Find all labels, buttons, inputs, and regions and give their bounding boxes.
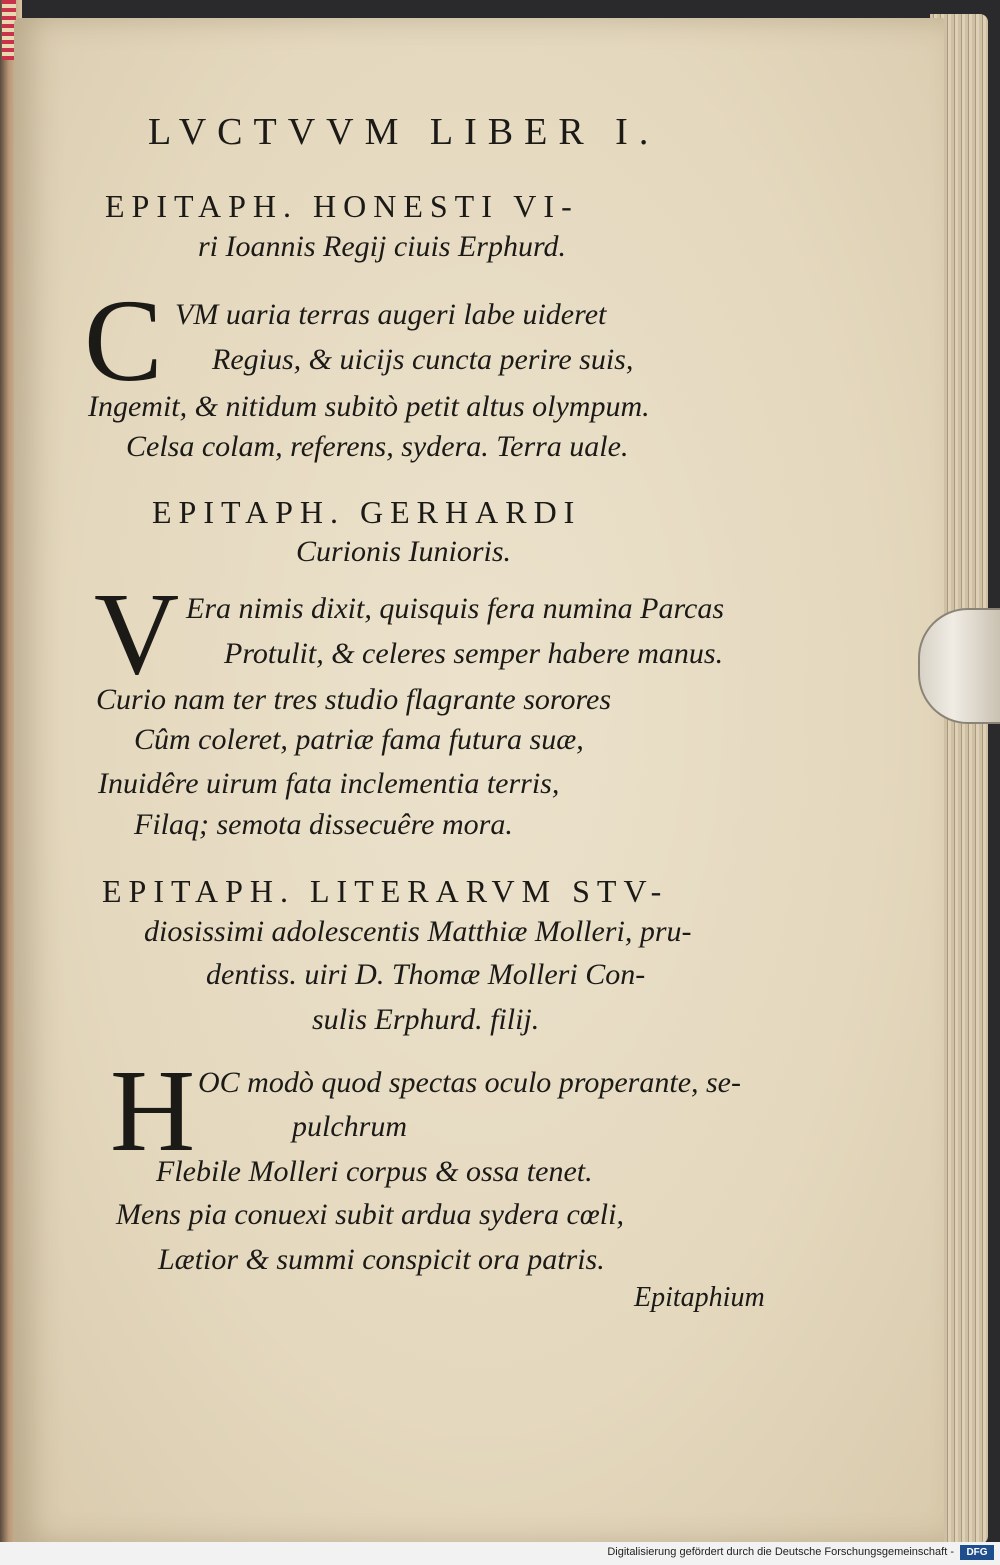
- epitaph-2-line-6: Filaq; semota dissecuêre mora.: [134, 808, 513, 841]
- epitaph-1-line-4: Celsa colam, referens, sydera. Terra uale.: [126, 430, 629, 463]
- epitaph-2-heading-line-2: Curionis Iunioris.: [296, 535, 512, 568]
- epitaph-1-heading-line-2: ri Ioannis Regij ciuis Erphurd.: [198, 230, 567, 263]
- epitaph-2-heading-line-1: EPITAPH. GERHARDI: [152, 494, 582, 530]
- epitaph-2-line-5: Inuidêre uirum fata inclementia terris,: [98, 767, 560, 800]
- epitaph-2-line-4: Cûm coleret, patriæ fama futura suæ,: [134, 723, 584, 756]
- running-head: LVCTVVM LIBER I.: [148, 111, 660, 153]
- epitaph-2-line-2: Protulit, & celeres semper habere manus.: [224, 637, 724, 670]
- epitaph-3-heading-line-2: diosissimi adolescentis Matthiæ Molleri, pru-: [144, 915, 692, 948]
- dfg-logo: DFG: [960, 1545, 994, 1560]
- epitaph-1-line-3: Ingemit, & nitidum subitò petit altus olympum.: [88, 390, 650, 423]
- epitaph-3-line-4: Mens pia conuexi subit ardua sydera cœli,: [116, 1198, 624, 1231]
- epitaph-1-line-2: Regius, & uicijs cuncta perire suis,: [212, 343, 634, 376]
- epitaph-1-first-line: VM uaria terras augeri labe uideret: [175, 298, 607, 331]
- epitaph-1-heading-line-1: EPITAPH. HONESTI VI-: [105, 188, 579, 224]
- footer-credit: Digitalisierung gefördert durch die Deutsche Forschungsgemeinschaft -: [607, 1546, 954, 1558]
- epitaph-3-first-line: OC modò quod spectas oculo properante, se-: [198, 1066, 741, 1099]
- epitaph-3-line-3: Flebile Molleri corpus & ossa tenet.: [156, 1155, 593, 1188]
- catchword: Epitaphium: [634, 1282, 765, 1313]
- epitaph-3-line-2: pulchrum: [292, 1110, 407, 1143]
- epitaph-3-heading-line-3: dentiss. uiri D. Thomæ Molleri Con-: [206, 958, 646, 991]
- epitaph-2-drop-cap: V: [94, 568, 180, 699]
- bookmark-tab: [918, 608, 1000, 724]
- epitaph-1-drop-cap: C: [84, 275, 163, 406]
- epitaph-3-drop-cap: H: [110, 1045, 196, 1176]
- epitaph-3-line-5: Lætior & summi conspicit ora patris.: [158, 1243, 605, 1276]
- epitaph-3-heading-line-4: sulis Erphurd. filij.: [312, 1003, 540, 1036]
- epitaph-2-first-line: Era nimis dixit, quisquis fera numina Parcas: [186, 592, 725, 625]
- epitaph-2-line-3: Curio nam ter tres studio flagrante sorores: [96, 683, 612, 716]
- epitaph-3-heading-line-1: EPITAPH. LITERARVM STV-: [102, 873, 669, 909]
